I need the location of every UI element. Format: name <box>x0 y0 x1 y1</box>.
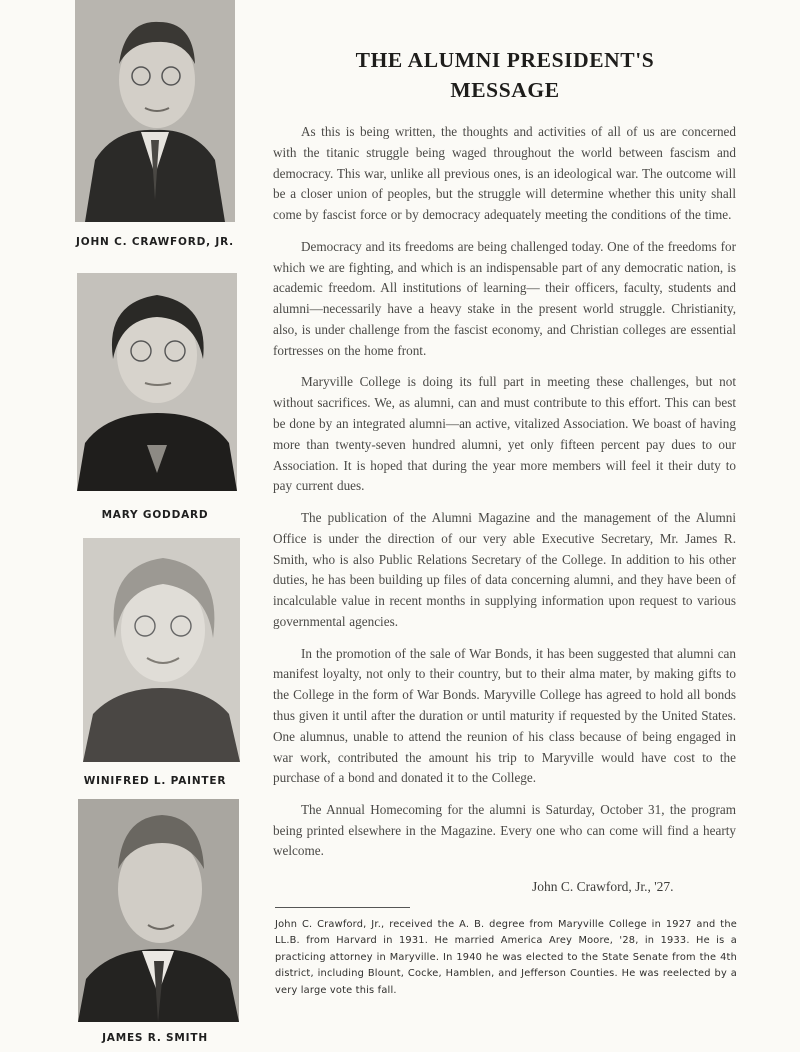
message-body <box>273 122 736 873</box>
body-paragraph: The publication of the Alumni Magazine and the management of the Alumni Office is under the direction of our very able Executive Secretary, Mr. James R. Smith, who is also Public Relations Secretary of the College. In addition to his other duties, he has been building up files of data concerning alumni, and they have been of incalculable value in recent months in supplying information upon request to various governmental agencies. <box>273 509 736 629</box>
body-paragraph: The Annual Homecoming for the alumni is Saturday, October 31, the program being printed elsewhere in the Magazine. Every one who can come will find a hearty welcome. <box>273 801 736 859</box>
portrait-caption: JAMES R. SMITH <box>102 1032 208 1044</box>
portrait-caption: JOHN C. CRAWFORD, JR. <box>76 236 234 248</box>
portrait-photo-goddard <box>77 273 237 491</box>
portrait-caption: WINIFRED L. PAINTER <box>83 775 227 787</box>
title-line: THE ALUMNI PRESIDENT'S <box>355 48 655 72</box>
body-paragraph: As this is being written, the thoughts and activities of all of us are concerned with the titanic struggle being waged throughout the world between fascism and democracy. This war, unlike all previous ones, is an ideological war. The outcome will be a closer union of peoples, but the struggle will determine whether this unity shall come by fascist force or by democracy adequately meeting the conditions of the time. <box>273 124 736 223</box>
title-line: MESSAGE <box>450 78 560 102</box>
portrait-caption: MARY GODDARD <box>101 509 209 521</box>
portrait-photo-painter <box>83 538 240 762</box>
body-paragraph: Maryville College is doing its full part in meeting these challenges, but not without sacrifices. We, as alumni, can and must contribute to this effort. This can best be done by an integrated alumni—an active, vitalized Association. We boast of having more than twenty-seven hundred alumni, yet only fifteen percent pay dues to our Association. It is hoped that during the year more members will feel it their duty to pay current dues. <box>273 374 736 494</box>
body-paragraph: Democracy and its freedoms are being challenged today. One of the freedoms for which we are fighting, and which is an indispensable part of any democratic nation, is academic freedom. All institutions of learning— their officers, faculty, students and alumni—necessarily have a heavy stake in the present world struggle. Christianity, also, is under challenge from the fascist economy, and Christian colleges are essential fortresses on the home front. <box>273 238 736 358</box>
author-bio: John C. Crawford, Jr., received the A. B. degree from Maryville College in 1927 and the LL.B. from Harvard in 1931. He married America Arey Moore, '28, in 1933. He is a practicing attorney in Maryville. In 1940 he was elected to the State Senate from the 4th district, including Blount, Cocke, Hamblen, and Jefferson Counties. He was reelected by a very large vote this fall. <box>275 919 737 996</box>
signature: John C. Crawford, Jr., '27. <box>532 879 674 894</box>
portrait-photo-crawford <box>75 0 235 222</box>
portrait-photo-smith <box>78 799 239 1022</box>
footnote-divider <box>275 907 410 908</box>
page-title <box>305 45 705 105</box>
body-paragraph: In the promotion of the sale of War Bonds, it has been suggested that alumni can manifest loyalty, not only to their country, but to their alma mater, by making gifts to the College in the form of War Bonds. Maryville College has agreed to hold all bonds thus given it until after the duration or until maturity if requested by the United States. One alumnus, unable to attend the reunion of his class because of being engaged in war work, contributed the amount his trip to Maryville would have cost to the purchase of a bond and donated it to the College. <box>273 645 736 786</box>
